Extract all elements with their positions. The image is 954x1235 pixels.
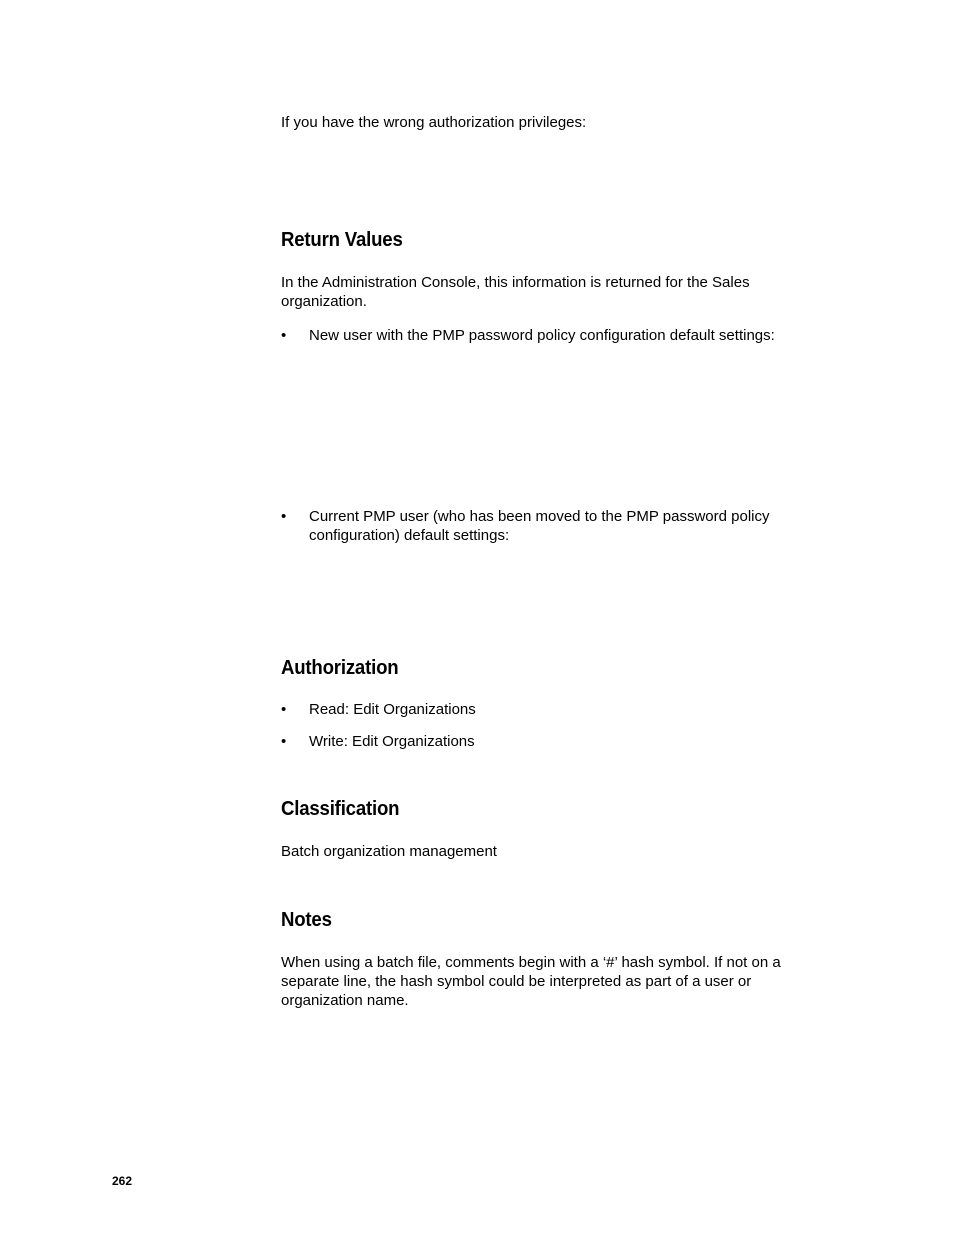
notes-heading: Notes	[281, 909, 332, 931]
bullet-marker: •	[281, 327, 287, 344]
bullet-marker: •	[281, 701, 287, 718]
list-item-text: Read: Edit Organizations	[309, 701, 476, 718]
return-values-heading: Return Values	[281, 229, 403, 251]
return-values-paragraph: In the Administration Console, this information is returned for the Sales organization.	[281, 274, 750, 310]
authorization-heading: Authorization	[281, 657, 399, 679]
classification-paragraph: Batch organization management	[281, 843, 497, 860]
list-item-text: Current PMP user (who has been moved to the PMP password policy configuration) default settings:	[309, 508, 770, 544]
intro-paragraph: If you have the wrong authorization privileges:	[281, 114, 587, 131]
notes-paragraph: When using a batch file, comments begin with a ‘#’ hash symbol. If not on a separate line, the hash symbol could be interpreted as part of a user or organization name.	[281, 954, 781, 1009]
list-item-text: Write: Edit Organizations	[309, 733, 475, 750]
bullet-marker: •	[281, 733, 287, 750]
classification-heading: Classification	[281, 798, 400, 820]
page-number: 262	[112, 1174, 133, 1188]
list-item-text: New user with the PMP password policy configuration default settings:	[309, 327, 775, 344]
bullet-marker: •	[281, 508, 287, 525]
